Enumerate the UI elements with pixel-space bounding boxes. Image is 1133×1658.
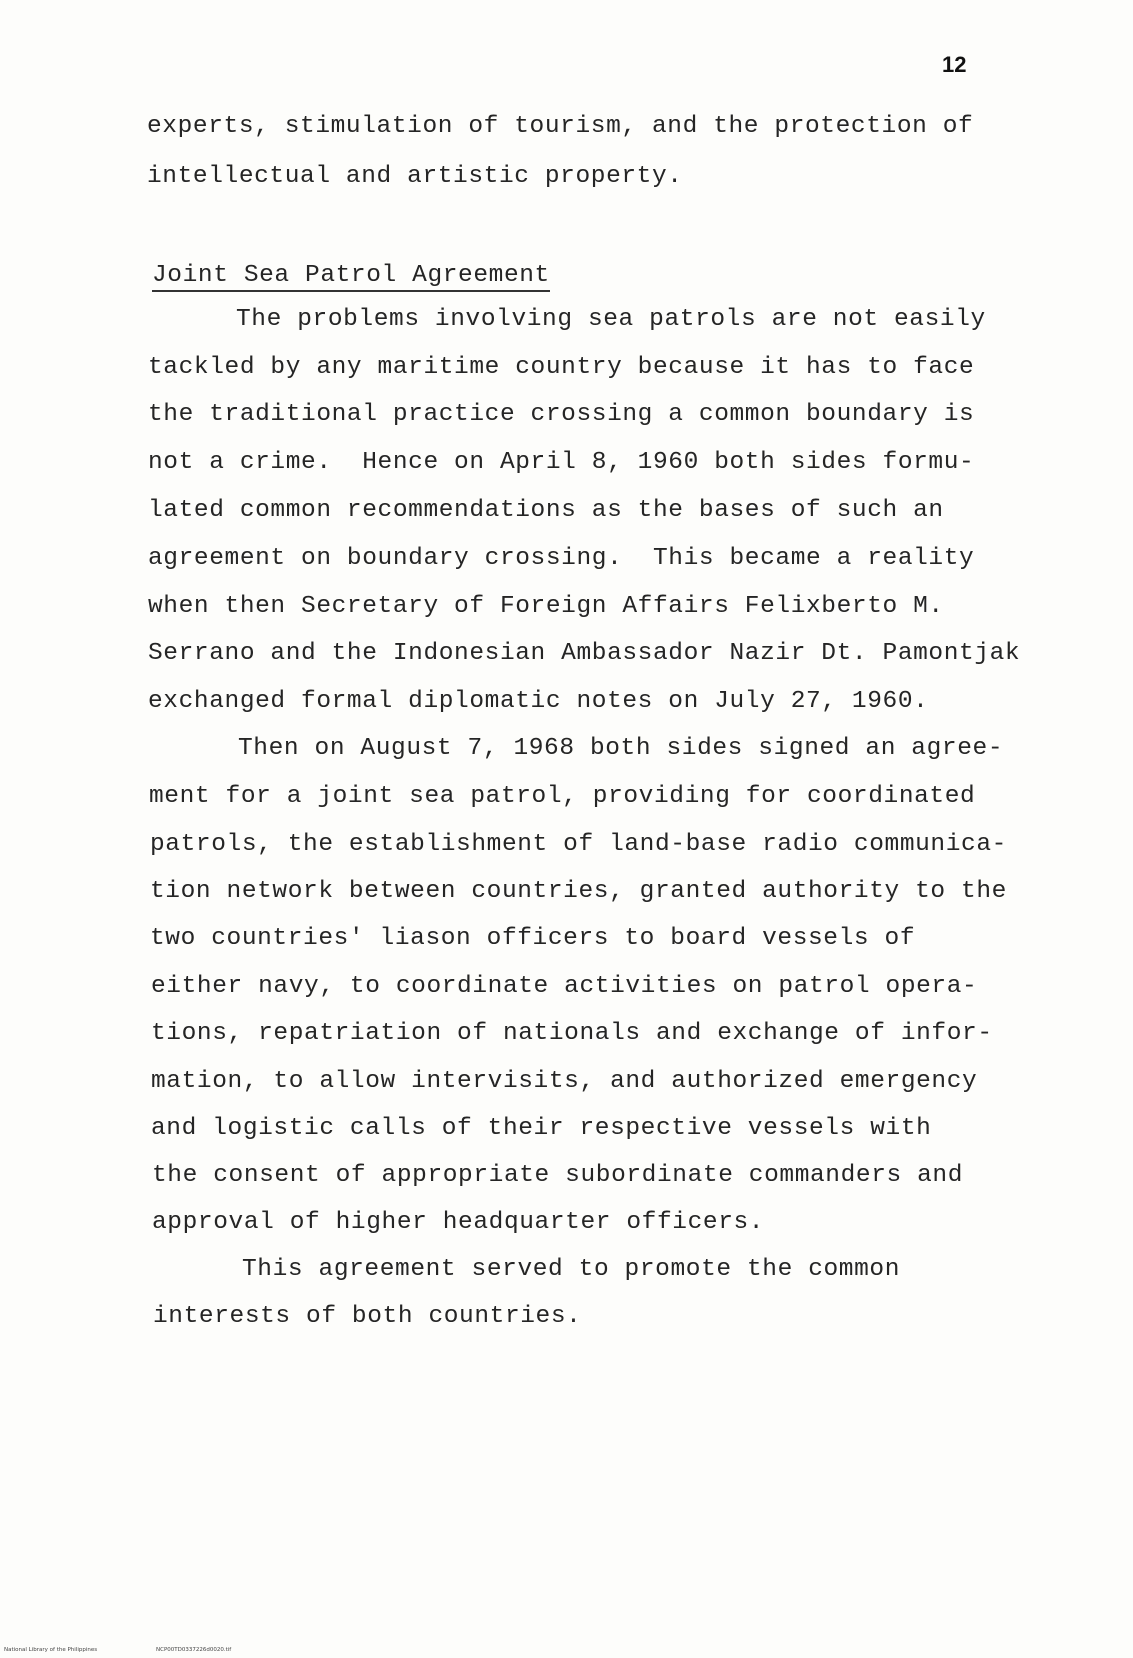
text-line: the traditional practice crossing a common boundary is bbox=[148, 401, 975, 428]
text-line: The problems involving sea patrols are not easily bbox=[236, 306, 986, 333]
text-line: tackled by any maritime country because it has to face bbox=[148, 354, 975, 381]
text-line: and logistic calls of their respective vessels with bbox=[151, 1115, 932, 1142]
text-line: not a crime. Hence on April 8, 1960 both sides formu- bbox=[148, 449, 975, 476]
text-line: ment for a joint sea patrol, providing for coordinated bbox=[149, 783, 976, 810]
section-heading: Joint Sea Patrol Agreement bbox=[152, 262, 550, 292]
file-id-footer: NCP00TD0337226d0020.tif bbox=[156, 1647, 232, 1653]
text-line: tions, repatriation of nationals and exchange of infor- bbox=[151, 1020, 993, 1047]
text-line: two countries' liason officers to board vessels of bbox=[150, 925, 916, 952]
text-line: Then on August 7, 1968 both sides signed an agree- bbox=[238, 735, 1004, 762]
text-line: either navy, to coordinate activities on patrol opera- bbox=[151, 973, 978, 1000]
text-line: when then Secretary of Foreign Affairs Felixberto M. bbox=[148, 593, 944, 620]
page-number: 12 bbox=[942, 52, 967, 77]
text-line: intellectual and artistic property. bbox=[147, 163, 683, 190]
text-line: mation, to allow intervisits, and authorized emergency bbox=[151, 1068, 978, 1095]
text-line: Serrano and the Indonesian Ambassador Nazir Dt. Pamontjak bbox=[148, 640, 1021, 667]
text-line: approval of higher headquarter officers. bbox=[152, 1209, 765, 1236]
text-line: patrols, the establishment of land-base radio communica- bbox=[150, 831, 1007, 858]
text-line: the consent of appropriate subordinate commanders and bbox=[152, 1162, 964, 1189]
text-line: agreement on boundary crossing. This became a reality bbox=[148, 545, 975, 572]
text-line: exchanged formal diplomatic notes on July 27, 1960. bbox=[148, 688, 929, 715]
text-line: interests of both countries. bbox=[153, 1303, 582, 1330]
text-line: This agreement served to promote the common bbox=[242, 1256, 901, 1283]
text-line: lated common recommendations as the bases of such an bbox=[148, 497, 944, 524]
library-footer: National Library of the Philippines bbox=[4, 1647, 98, 1653]
text-line: experts, stimulation of tourism, and the protection of bbox=[147, 113, 974, 140]
text-line: tion network between countries, granted authority to the bbox=[150, 878, 1007, 905]
